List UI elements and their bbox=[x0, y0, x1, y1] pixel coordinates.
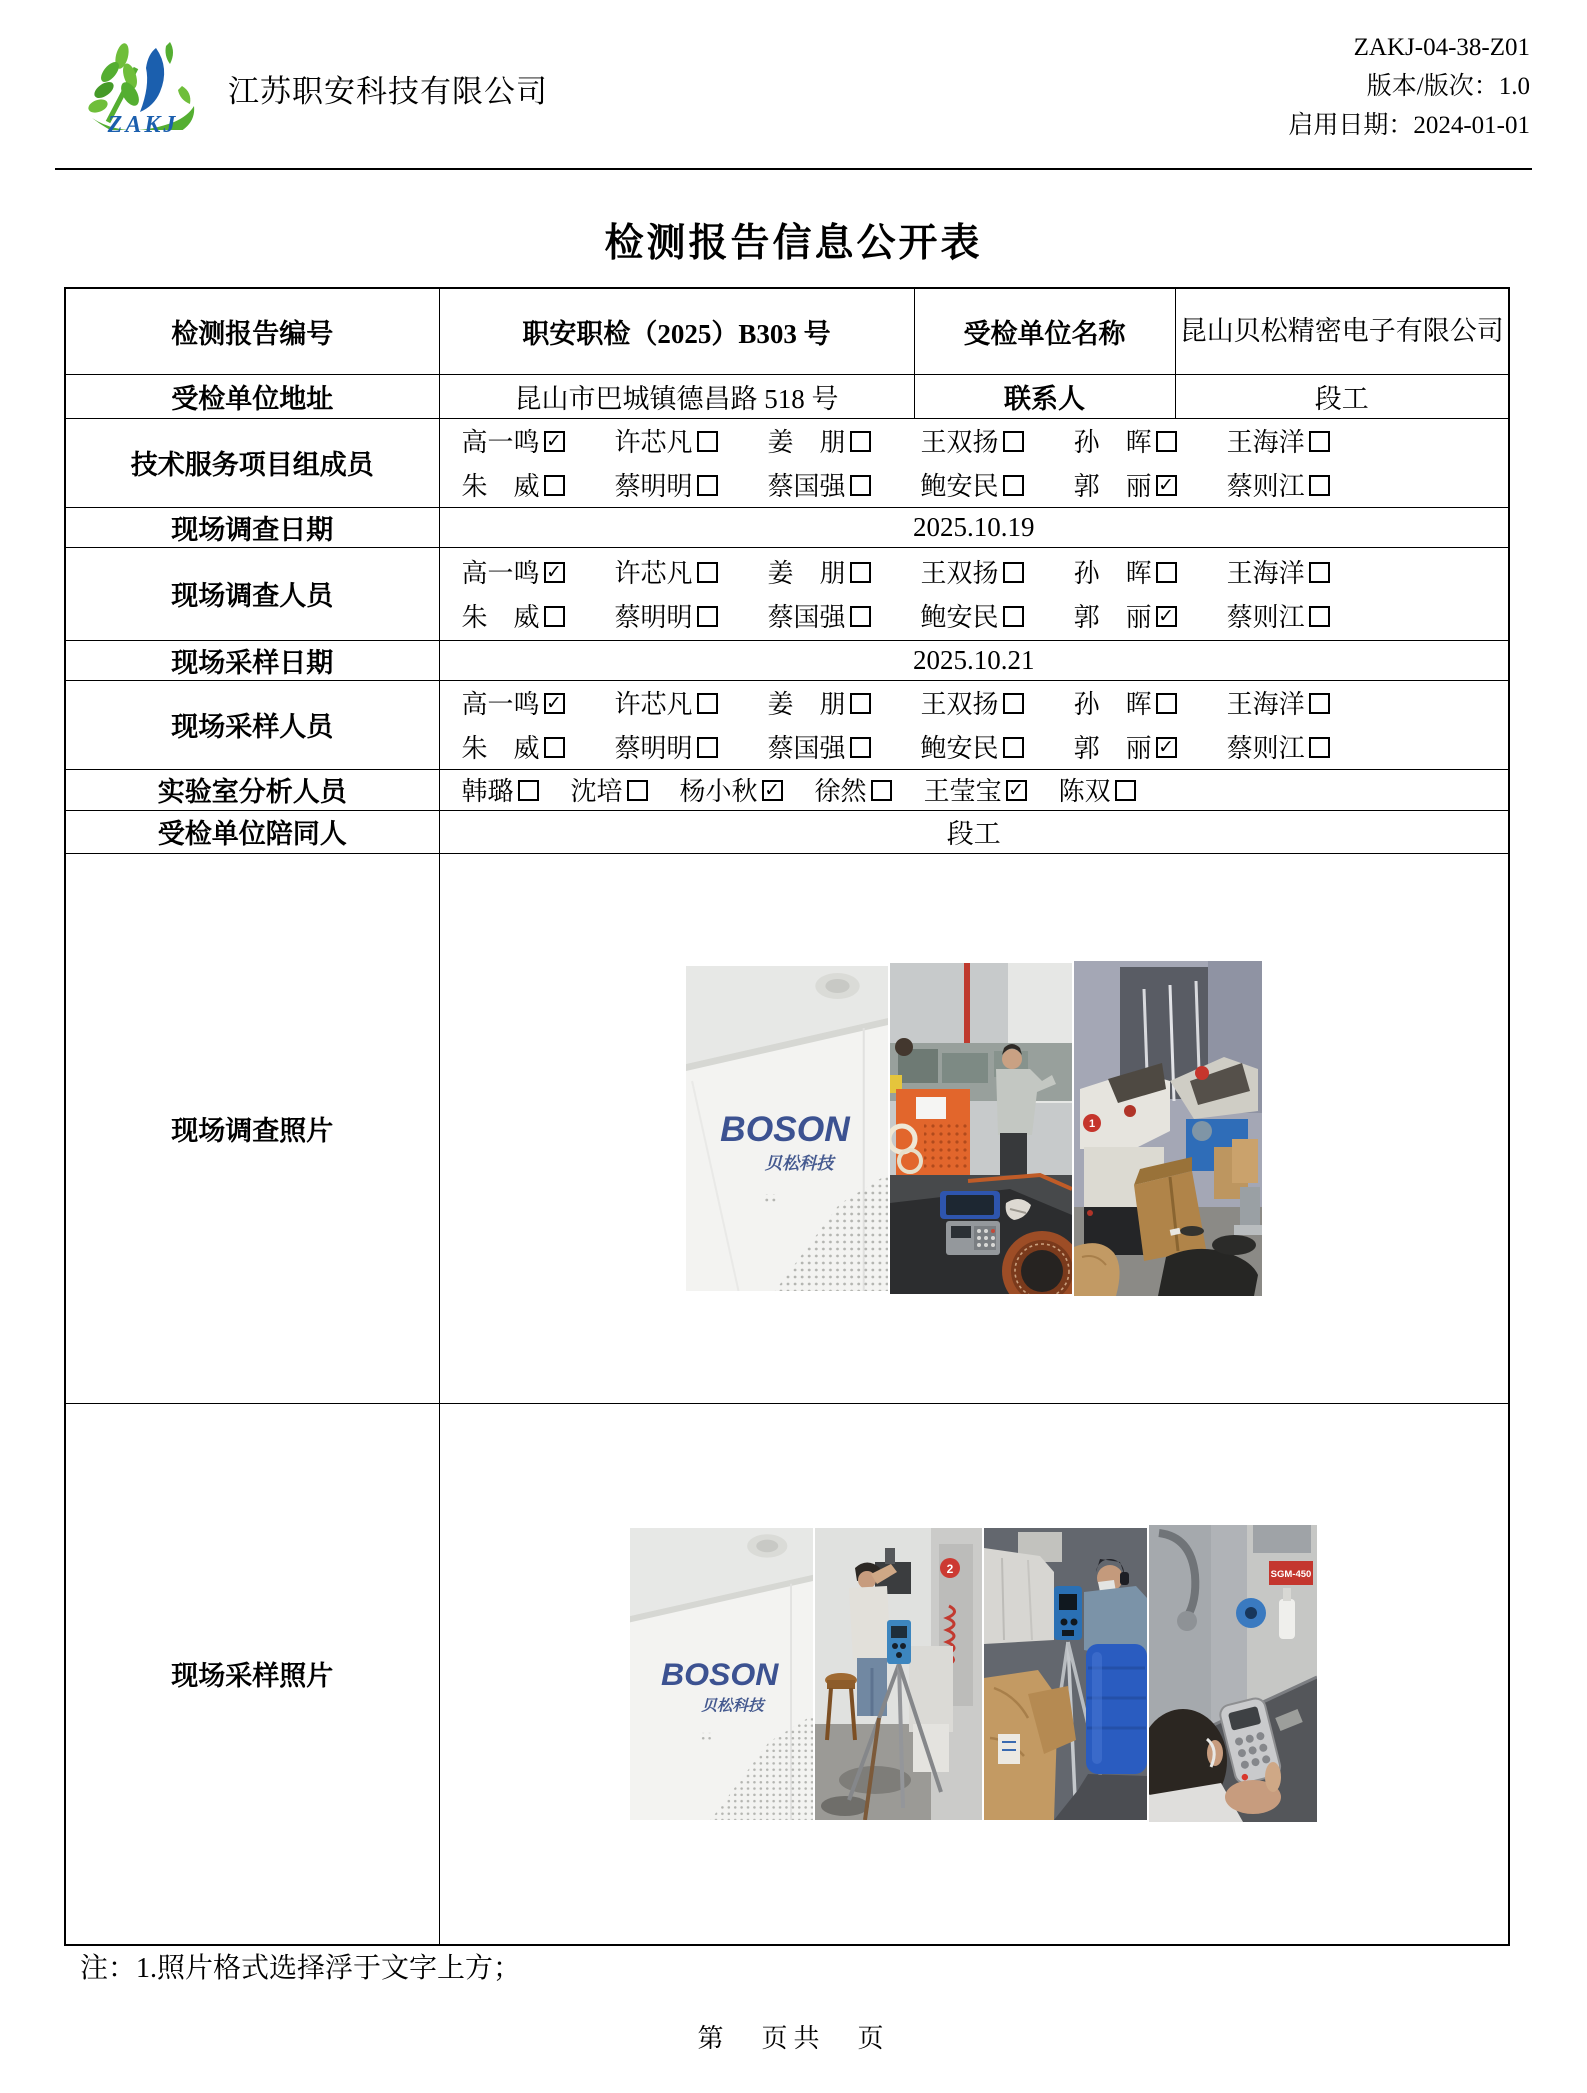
staff-member bbox=[815, 771, 892, 808]
checkbox-unchecked-icon[interactable] bbox=[697, 737, 718, 758]
report-no-label-cell: 检测报告编号 bbox=[65, 288, 439, 374]
checkbox-unchecked-icon[interactable] bbox=[627, 780, 648, 801]
staff-member-name: 韩璐 bbox=[461, 777, 514, 806]
staff-member bbox=[462, 597, 565, 634]
sampling-photo-strip bbox=[440, 1525, 1509, 1822]
checkbox-unchecked-icon[interactable] bbox=[544, 737, 565, 758]
staff-member bbox=[921, 422, 1024, 459]
checkbox-unchecked-icon[interactable] bbox=[1156, 562, 1177, 583]
staff-member-name: 鲍安民 bbox=[920, 734, 999, 763]
checkbox-unchecked-icon[interactable] bbox=[1003, 693, 1024, 714]
staff-member-name: 鲍安民 bbox=[920, 472, 999, 501]
checkbox-unchecked-icon[interactable] bbox=[1309, 693, 1330, 714]
staff-member-name: 王海洋 bbox=[1226, 559, 1305, 588]
staff-member-name: 蔡国强 bbox=[767, 734, 846, 763]
contact-value: 段工 bbox=[1175, 374, 1509, 418]
staff-member-name: 蔡则江 bbox=[1226, 734, 1305, 763]
staff-member-name: 蔡明明 bbox=[614, 603, 693, 632]
staff-member bbox=[462, 728, 565, 765]
checkbox-unchecked-icon[interactable] bbox=[1003, 431, 1024, 452]
staff-member bbox=[615, 466, 718, 503]
document-info-block bbox=[1288, 28, 1530, 145]
staff-member bbox=[921, 466, 1024, 503]
staff-member-name: 王海洋 bbox=[1226, 690, 1305, 719]
staff-member bbox=[1227, 466, 1330, 503]
staff-member bbox=[768, 422, 871, 459]
staff-member bbox=[462, 553, 565, 590]
sampling-photo-boson-wall bbox=[630, 1528, 813, 1820]
staff-member-name: 陈双 bbox=[1058, 777, 1111, 806]
checkbox-checked-icon[interactable]: ✓ bbox=[1156, 737, 1177, 758]
checkbox-checked-icon[interactable]: ✓ bbox=[544, 562, 565, 583]
staff-member-name: 姜 朋 bbox=[767, 690, 846, 719]
staff-member bbox=[615, 684, 718, 721]
report-info-table bbox=[64, 287, 1510, 1946]
checkbox-unchecked-icon[interactable] bbox=[1156, 693, 1177, 714]
lab-staff-label-cell: 实验室分析人员 bbox=[65, 769, 439, 810]
svg-text:BOSON: BOSON bbox=[661, 1656, 779, 1692]
team-members-label-cell: 技术服务项目组成员 bbox=[65, 418, 439, 507]
report-no-value: 职安职检（2025）B303 号 bbox=[439, 288, 914, 374]
staff-member bbox=[768, 553, 871, 590]
lab-staff-cell bbox=[439, 769, 1509, 810]
note-text: 注：1.照片格式选择浮于文字上方； bbox=[80, 1953, 522, 1984]
staff-member-name: 蔡国强 bbox=[767, 603, 846, 632]
checkbox-unchecked-icon[interactable] bbox=[1003, 737, 1024, 758]
staff-member-name: 杨小秋 bbox=[679, 777, 758, 806]
svg-text:SGM-450: SGM-450 bbox=[1270, 1569, 1312, 1581]
accompany-label-cell: 受检单位陪同人 bbox=[65, 810, 439, 853]
staff-member-name: 许芯凡 bbox=[614, 559, 693, 588]
staff-line bbox=[440, 463, 1509, 507]
staff-member bbox=[924, 771, 1027, 808]
staff-member bbox=[1227, 728, 1330, 765]
staff-member-name: 沈培 bbox=[570, 777, 623, 806]
checkbox-unchecked-icon[interactable] bbox=[1156, 431, 1177, 452]
survey-staff-label-cell: 现场调查人员 bbox=[65, 547, 439, 640]
doc-version-label: 版本/版次： bbox=[1366, 73, 1499, 100]
staff-member-name: 蔡则江 bbox=[1226, 603, 1305, 632]
doc-version-value: 1.0 bbox=[1498, 73, 1530, 100]
survey-photo-workshop bbox=[890, 963, 1072, 1294]
staff-member bbox=[1074, 553, 1177, 590]
sampling-staff-label-cell: 现场采样人员 bbox=[65, 680, 439, 769]
doc-enable-date bbox=[1288, 106, 1530, 145]
staff-member bbox=[921, 728, 1024, 765]
staff-member-name: 鲍安民 bbox=[920, 603, 999, 632]
checkbox-checked-icon[interactable]: ✓ bbox=[544, 693, 565, 714]
doc-version bbox=[1288, 67, 1530, 106]
sampling-photo-barrel-sampler bbox=[984, 1528, 1147, 1820]
staff-member-name: 姜 朋 bbox=[767, 559, 846, 588]
survey-photos-cell bbox=[439, 853, 1509, 1403]
staff-member bbox=[1227, 684, 1330, 721]
staff-line bbox=[440, 550, 1509, 594]
staff-member-name: 朱 威 bbox=[461, 472, 540, 501]
team-members-cell bbox=[439, 418, 1509, 507]
logo-text: ZAKJ bbox=[107, 112, 179, 138]
svg-text:1: 1 bbox=[1088, 1117, 1095, 1130]
checkbox-unchecked-icon[interactable] bbox=[871, 780, 892, 801]
checkbox-unchecked-icon[interactable] bbox=[544, 475, 565, 496]
staff-member-name: 孙 晖 bbox=[1073, 428, 1152, 457]
address-value: 昆山市巴城镇德昌路 518 号 bbox=[439, 374, 914, 418]
sampling-photo-handheld-meter bbox=[1149, 1525, 1317, 1822]
staff-line bbox=[440, 419, 1509, 463]
checkbox-unchecked-icon[interactable] bbox=[850, 737, 871, 758]
checkbox-checked-icon[interactable]: ✓ bbox=[762, 780, 783, 801]
address-label-cell: 受检单位地址 bbox=[65, 374, 439, 418]
checkbox-unchecked-icon[interactable] bbox=[1003, 475, 1024, 496]
survey-photo-boson-wall bbox=[686, 966, 888, 1291]
page-footer: 第 页共 页 bbox=[697, 2024, 890, 2053]
sampling-photos-label-cell: 现场采样照片 bbox=[65, 1403, 439, 1945]
staff-member bbox=[571, 771, 648, 808]
staff-member bbox=[768, 684, 871, 721]
staff-member-name: 王双扬 bbox=[920, 428, 999, 457]
staff-member bbox=[462, 422, 565, 459]
staff-member-name: 王双扬 bbox=[920, 559, 999, 588]
doc-code: ZAKJ-04-38-Z01 bbox=[1353, 34, 1530, 61]
checkbox-unchecked-icon[interactable] bbox=[850, 606, 871, 627]
staff-member bbox=[615, 422, 718, 459]
checkbox-checked-icon[interactable]: ✓ bbox=[1156, 475, 1177, 496]
survey-photo-strip bbox=[440, 961, 1509, 1296]
checkbox-unchecked-icon[interactable] bbox=[850, 562, 871, 583]
checkbox-unchecked-icon[interactable] bbox=[1309, 562, 1330, 583]
staff-member-name: 郭 丽 bbox=[1073, 603, 1152, 632]
staff-member bbox=[768, 728, 871, 765]
checkbox-unchecked-icon[interactable] bbox=[697, 475, 718, 496]
staff-member-name: 朱 威 bbox=[461, 734, 540, 763]
staff-member-name: 姜 朋 bbox=[767, 428, 846, 457]
staff-member bbox=[462, 684, 565, 721]
checkbox-unchecked-icon[interactable] bbox=[697, 431, 718, 452]
checkbox-unchecked-icon[interactable] bbox=[697, 562, 718, 583]
staff-line bbox=[440, 725, 1509, 769]
staff-member bbox=[1227, 422, 1330, 459]
staff-member-name: 孙 晖 bbox=[1073, 690, 1152, 719]
staff-member bbox=[1227, 597, 1330, 634]
header-divider bbox=[55, 168, 1532, 170]
staff-member-name: 郭 丽 bbox=[1073, 734, 1152, 763]
staff-member-name: 蔡国强 bbox=[767, 472, 846, 501]
staff-member-name: 徐然 bbox=[814, 777, 867, 806]
staff-member bbox=[1227, 553, 1330, 590]
svg-text:2: 2 bbox=[946, 1561, 954, 1576]
unit-name-value: 昆山贝松精密电子有限公司 bbox=[1175, 288, 1509, 374]
staff-line bbox=[440, 594, 1509, 638]
staff-member bbox=[462, 466, 565, 503]
staff-member bbox=[615, 553, 718, 590]
survey-photo-grinder-machines bbox=[1074, 961, 1262, 1296]
checkbox-checked-icon[interactable]: ✓ bbox=[544, 431, 565, 452]
svg-text:贝松科技: 贝松科技 bbox=[701, 1697, 764, 1715]
staff-member-name: 王莹宝 bbox=[923, 777, 1002, 806]
checkbox-unchecked-icon[interactable] bbox=[697, 606, 718, 627]
survey-date-value: 2025.10.19 bbox=[439, 507, 1509, 547]
staff-member bbox=[921, 684, 1024, 721]
sampling-staff-cell bbox=[439, 680, 1509, 769]
checkbox-unchecked-icon[interactable] bbox=[697, 693, 718, 714]
doc-date-label: 启用日期： bbox=[1288, 112, 1414, 139]
staff-member bbox=[615, 597, 718, 634]
staff-member-name: 王双扬 bbox=[920, 690, 999, 719]
checkbox-unchecked-icon[interactable] bbox=[850, 431, 871, 452]
sampling-photos-cell bbox=[439, 1403, 1509, 1945]
survey-date-label-cell: 现场调查日期 bbox=[65, 507, 439, 547]
staff-member-name: 许芯凡 bbox=[614, 690, 693, 719]
checkbox-unchecked-icon[interactable] bbox=[544, 606, 565, 627]
staff-member bbox=[1074, 728, 1177, 765]
checkbox-unchecked-icon[interactable] bbox=[850, 693, 871, 714]
staff-member-name: 蔡明明 bbox=[614, 472, 693, 501]
checkbox-unchecked-icon[interactable] bbox=[1309, 431, 1330, 452]
staff-member-name: 高一鸣 bbox=[461, 559, 540, 588]
checkbox-unchecked-icon[interactable] bbox=[1309, 606, 1330, 627]
staff-member bbox=[768, 466, 871, 503]
doc-date-value: 2024-01-01 bbox=[1413, 112, 1530, 139]
checkbox-unchecked-icon[interactable] bbox=[1309, 475, 1330, 496]
staff-member-name: 郭 丽 bbox=[1073, 472, 1152, 501]
page-title: 检测报告信息公开表 bbox=[604, 222, 983, 265]
svg-text:贝松科技: 贝松科技 bbox=[764, 1153, 834, 1173]
checkbox-checked-icon[interactable]: ✓ bbox=[1156, 606, 1177, 627]
staff-member bbox=[462, 771, 539, 808]
staff-member bbox=[1074, 422, 1177, 459]
staff-member bbox=[921, 597, 1024, 634]
staff-member bbox=[768, 597, 871, 634]
company-name: 江苏职安科技有限公司 bbox=[228, 74, 548, 109]
staff-member-name: 王海洋 bbox=[1226, 428, 1305, 457]
checkbox-checked-icon[interactable]: ✓ bbox=[1006, 780, 1027, 801]
sampling-date-value: 2025.10.21 bbox=[439, 640, 1509, 680]
staff-line bbox=[440, 771, 1509, 809]
staff-member-name: 蔡明明 bbox=[614, 734, 693, 763]
staff-member-name: 朱 威 bbox=[461, 603, 540, 632]
staff-line bbox=[440, 681, 1509, 725]
staff-member-name: 孙 晖 bbox=[1073, 559, 1152, 588]
checkbox-unchecked-icon[interactable] bbox=[850, 475, 871, 496]
staff-member bbox=[1074, 684, 1177, 721]
accompany-value: 段工 bbox=[439, 810, 1509, 853]
staff-member-name: 蔡则江 bbox=[1226, 472, 1305, 501]
checkbox-unchecked-icon[interactable] bbox=[1003, 606, 1024, 627]
staff-member bbox=[1074, 597, 1177, 634]
checkbox-unchecked-icon[interactable] bbox=[518, 780, 539, 801]
unit-name-label-cell: 受检单位名称 bbox=[914, 288, 1175, 374]
staff-member bbox=[615, 728, 718, 765]
survey-staff-cell bbox=[439, 547, 1509, 640]
checkbox-unchecked-icon[interactable] bbox=[1309, 737, 1330, 758]
svg-text:BOSON: BOSON bbox=[719, 1109, 850, 1149]
staff-member bbox=[1059, 771, 1136, 808]
staff-member-name: 高一鸣 bbox=[461, 428, 540, 457]
contact-label-cell: 联系人 bbox=[914, 374, 1175, 418]
survey-photos-label-cell: 现场调查照片 bbox=[65, 853, 439, 1403]
staff-member-name: 高一鸣 bbox=[461, 690, 540, 719]
checkbox-unchecked-icon[interactable] bbox=[1003, 562, 1024, 583]
sampling-photo-tripod-sampler bbox=[815, 1528, 982, 1820]
staff-member bbox=[680, 771, 783, 808]
staff-member-name: 许芯凡 bbox=[614, 428, 693, 457]
sampling-date-label-cell: 现场采样日期 bbox=[65, 640, 439, 680]
staff-member bbox=[921, 553, 1024, 590]
staff-member bbox=[1074, 466, 1177, 503]
checkbox-unchecked-icon[interactable] bbox=[1115, 780, 1136, 801]
